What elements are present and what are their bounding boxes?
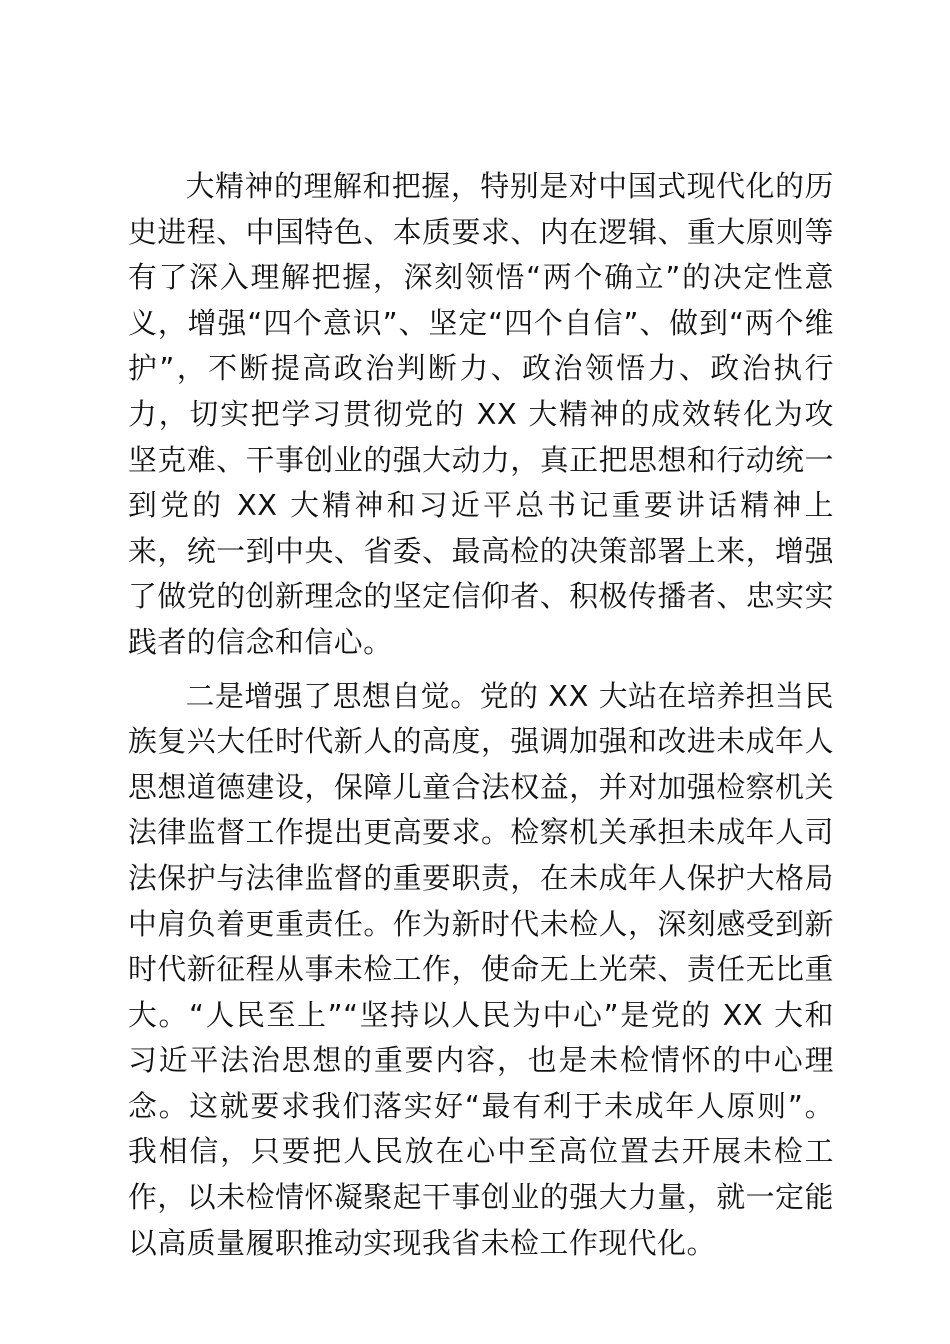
document-body [128, 164, 834, 1266]
paragraph-2: 二是增强了思想自觉。党的 XX 大站在培养担当民族复兴大任时代新人的高度，强调加强和改进未成年人思想道德建设，保障儿童合法权益，并对加强检察机关法律监督工作提出更高要求。检察机关承担未成年人司法保护与法律监督的重要职责，在未成年人保护大格局中肩负着更重责任。作为新时代未检人，深刻感受到新时代新征程从事未检工作，使命无上光荣、责任无比重大。“人民至上”“坚持以人民为中心”是党的 XX 大和习近平法治思想的重要内容，也是未检情怀的中心理念。这就要求我们落实好“最有利于未成年人原则”。我相信，只要把人民放在心中至高位置去开展未检工作，以未检情怀凝聚起干事创业的强大力量，就一定能以高质量履职推动实现我省未检工作现代化。 [128, 678, 834, 1260]
paragraph-1: 大精神的理解和把握，特别是对中国式现代化的历史进程、中国特色、本质要求、内在逻辑、重大原则等有了深入理解把握，深刻领悟“两个确立”的决定性意义，增强“四个意识”、坚定“四个自信”、做到“两个维护”，不断提高政治判断力、政治领悟力、政治执行力，切实把学习贯彻党的 XX 大精神的成效转化为攻坚克难、干事创业的强大动力，真正把思想和行动统一到党的 XX 大精神和习近平总书记重要讲话精神上来，统一到中央、省委、最高检的决策部署上来，增强了做党的创新理念的坚定信仰者、积极传播者、忠实实践者的信念和信心。 [128, 169, 834, 659]
